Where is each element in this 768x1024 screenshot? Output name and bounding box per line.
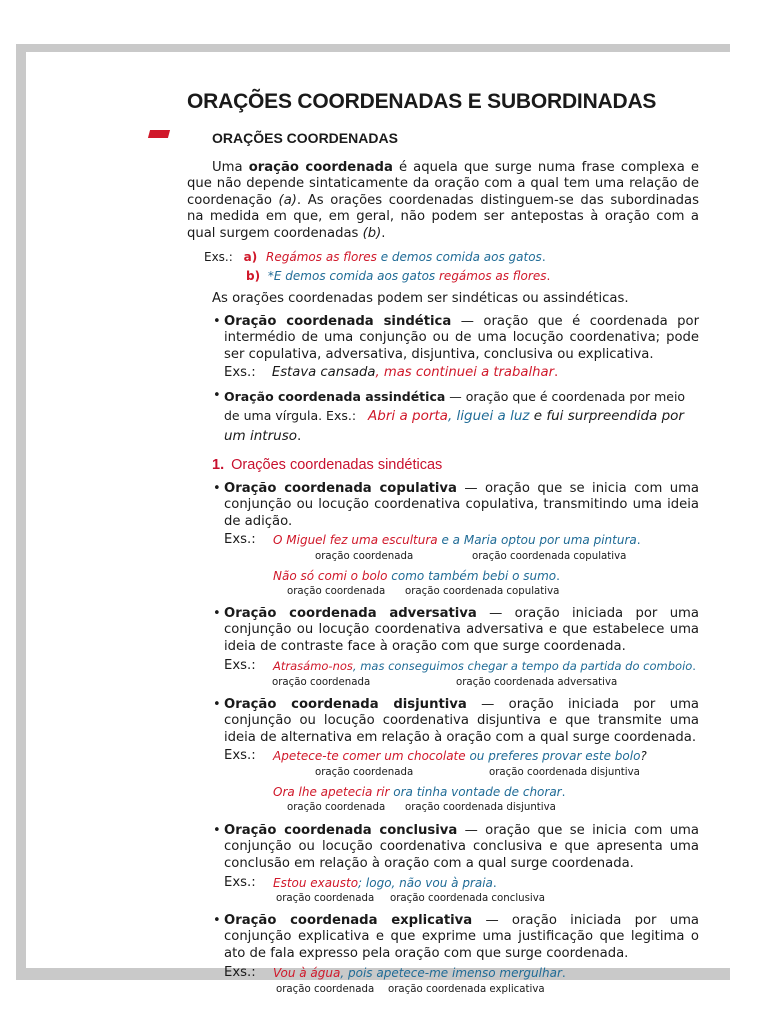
copulativa-definition [224,481,699,530]
sindetica-example [224,365,558,381]
disjuntiva-example-1 [273,748,647,764]
example-punct: . [692,659,696,673]
clause-label: oração coordenada [315,551,414,562]
example-clause: Estou exausto [273,876,359,890]
intro-text: . [381,225,386,241]
page-frame-top [16,44,730,52]
adversativa-definition [224,606,699,655]
clause-label: oração coordenada [276,984,375,995]
bullet: • [213,697,221,712]
clause-label: oração coordenada [272,677,371,688]
copulativa-example-1 [273,532,641,548]
disjuntiva-example-2 [273,784,565,800]
example-punct: . [297,428,302,444]
definition-text: — oração que é coordenada por meio de uma vírgula. Exs.: [224,389,686,423]
example-clause: Não só comi o bolo [273,569,388,583]
example-clause: ora tinha vontade de chorar [389,785,562,799]
term: Oração coordenada copulativa [224,481,457,496]
intro-text: Uma [212,160,249,175]
clause-label: oração coordenada copulativa [472,551,627,562]
example-label: Exs.: [224,748,256,763]
example-punct: . [636,533,641,547]
example-star: * [267,269,274,283]
sindetica-definition [224,314,699,363]
clause-label: oração coordenada disjuntiva [489,767,640,778]
example-label: Exs.: [224,965,256,980]
example-clause: Apetece-te comer um chocolate [273,749,466,763]
intro-text: . As orações coordenadas distinguem-se das subordinadas na medida em que, em geral, não podem ser antepostas à oração com a qual surgem coordenadas [187,192,700,241]
example-clause: Atrasámo-nos [273,659,353,673]
example-clause: liguei a luz [456,408,530,424]
example-clause: ou preferes provar este bolo [465,749,641,763]
example-clause: , mas conseguimos chegar a tempo da partida do comboio [352,659,693,673]
page-frame-left [16,44,26,980]
conclusiva-definition [224,823,699,872]
example-clause: ; logo, não vou à praia [358,876,493,890]
example-clause: Ora lhe apetecia rir [273,785,390,799]
bullet: • [213,823,221,838]
definition-text: — oração iniciada por uma conjunção ou locução coordenativa adversativa e que estabelece uma ideia de contraste face à oração com que surge coordenada. [224,606,699,654]
example-marker-a: a) [243,250,258,264]
clause-label: oração coordenada explicativa [388,984,545,995]
intro-ref-b: (b) [362,225,382,241]
clause-label: oração coordenada adversativa [456,677,618,688]
example-clause: Estava cansada [271,365,376,380]
assindetica-definition [224,387,702,446]
bullet: • [213,606,221,621]
example-clause: , mas continuei a trabalhar [375,365,554,380]
clause-label: oração coordenada [287,802,386,813]
intro-term: oração coordenada [248,160,393,175]
page-title: ORAÇÕES COORDENADAS E SUBORDINADAS [187,90,657,113]
example-clause: E demos comida aos gatos [273,269,436,283]
example-clause: Vou à água [273,966,341,980]
clause-label: oração coordenada copulativa [405,586,560,597]
term: Oração coordenada conclusiva [224,823,458,838]
intro-text: é aquela que surge numa frase complexa e que não depende sintaticamente da oração com a qual tem uma relação de coordenação [187,160,700,208]
clause-label: oração coordenada [315,767,414,778]
disjuntiva-definition [224,697,699,746]
example-clause: regámos as flores [435,269,547,283]
clause-label: oração coordenada disjuntiva [405,802,556,813]
bullet: • [213,388,221,403]
section-title: Orações coordenadas sindéticas [231,457,443,473]
definition-text: — oração iniciada por uma conjunção ou locução coordenativa disjuntiva e que transmite uma ideia de alternativa em relação à oração com a qual surge coordenada. [224,697,699,745]
example-label: Exs.: [204,250,233,264]
example-punct: . [554,365,559,380]
term: Oração coordenada explicativa [224,913,473,928]
intro-paragraph [187,160,699,242]
example-punct: . [546,269,551,283]
example-clause: e demos comida aos gatos [376,250,542,264]
term: Oração coordenada sindética [224,314,452,329]
example-clause: O Miguel fez uma escultura [273,533,438,547]
section-heading [212,457,442,473]
explicativa-definition [224,913,699,962]
intro-example-b [246,268,550,284]
conclusiva-example-1 [273,875,497,891]
copulativa-example-2 [273,568,560,584]
example-punct: . [556,569,560,583]
example-clause: , pois apetece-me imenso mergulhar [340,966,562,980]
explicativa-example-1 [273,965,566,981]
example-clause: como também bebi o sumo [387,569,557,583]
example-clause: e a Maria optou por uma pintura [437,533,637,547]
term: Oração coordenada disjuntiva [224,697,467,712]
clause-label: oração coordenada conclusiva [390,893,546,904]
clause-label: oração coordenada [276,893,375,904]
term: Oração coordenada adversativa [224,606,477,621]
example-label: Exs.: [224,658,256,673]
adversativa-example-1 [273,658,696,674]
example-label: Exs.: [224,532,256,547]
example-punct: , [447,408,457,424]
example-punct: . [492,876,497,890]
example-punct: . [541,250,546,264]
example-clause: Abri a porta [368,408,448,424]
types-line: As orações coordenadas podem ser sindéticas ou assindéticas. [212,291,629,306]
example-clause: e fui surpreendida por um intruso [224,408,684,444]
bullet: • [213,481,221,496]
example-punct: ? [640,749,647,763]
example-clause: Regámos as flores [266,250,377,264]
clause-label: oração coordenada [287,586,386,597]
definition-text: — oração iniciada por uma conjunção explicativa e que exprime uma justificação que legitima o ato de fala expresso pela oração com que surge coordenada. [224,913,699,961]
section-subtitle: ORAÇÕES COORDENADAS [212,130,398,146]
example-marker-b: b) [246,269,261,283]
example-punct: . [561,785,566,799]
definition-text: — oração que se inicia com uma conjunção ou locução coordenativa copulativa, transmitindo uma ideia de adição. [224,481,700,529]
example-punct: . [561,966,566,980]
intro-ref-a: (a) [278,192,297,208]
example-label: Exs.: [224,875,256,890]
intro-example-a [204,249,546,265]
definition-text: — oração que é coordenada por intermédio de uma conjunção ou de uma locução coordenativa; pode ser copulativa, adversativa, disjuntiva, conclusiva ou explicativa. [224,314,699,362]
term: Oração coordenada assindética [224,389,446,404]
section-marker [148,130,170,138]
bullet: • [213,314,221,329]
bullet: • [213,913,221,928]
example-label: Exs.: [224,365,256,380]
section-number: 1. [212,457,225,473]
definition-text: — oração que se inicia com uma conjunção ou locução coordenativa conclusiva e que apresenta uma conclusão em relação à oração com a qual surge coordenada. [224,823,699,871]
